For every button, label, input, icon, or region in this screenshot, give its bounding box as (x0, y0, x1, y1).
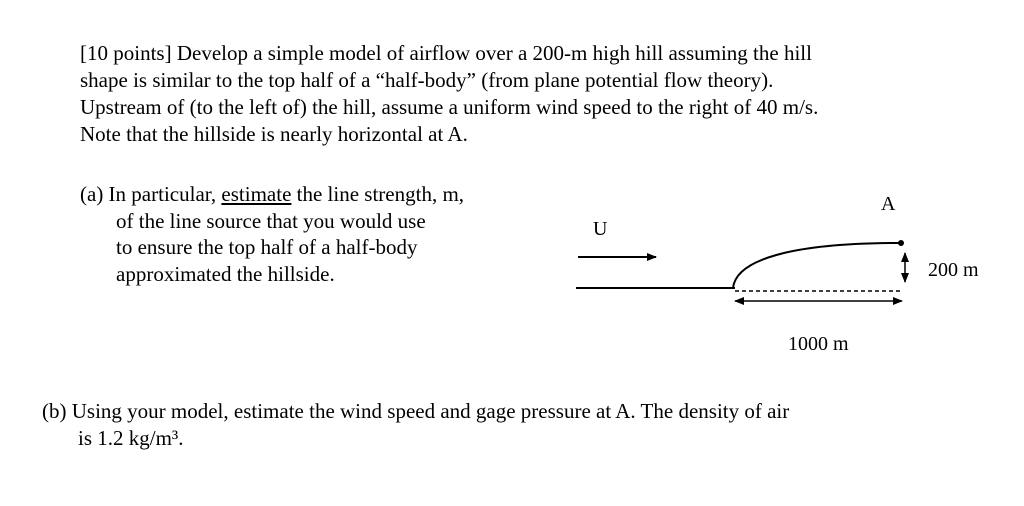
velocity-label: U (593, 218, 608, 240)
intro-line-2: shape is similar to the top half of a “half-body” (from plane potential flow theory). (80, 68, 774, 92)
height-label: 200 m (928, 259, 979, 281)
intro-line-4: Note that the hillside is nearly horizontal at A. (80, 122, 468, 146)
part-a-line-2: of the line source that you would use (116, 208, 426, 233)
part-a-line-3: to ensure the top half of a half-body (116, 235, 418, 259)
part-a-prefix: (a) In particular, (80, 182, 222, 206)
part-a-line-4: approximated the hillside. (116, 261, 335, 286)
part-a-underlined-word: estimate (221, 182, 292, 206)
intro-line-1: [10 points] Develop a simple model of airflow over a 200-m high hill assuming the hill (80, 41, 812, 65)
point-a-marker (898, 240, 904, 246)
part-b-line-2: is 1.2 kg/m³. (78, 426, 184, 450)
point-a-label: A (881, 193, 896, 215)
length-label: 1000 m (788, 333, 849, 355)
hill-profile (733, 243, 900, 288)
part-b-line-1: (b) Using your model, estimate the wind speed and gage pressure at A. The density of air (42, 399, 790, 423)
part-b (42, 398, 789, 452)
part-a-suffix: the line strength, m, (291, 182, 465, 206)
intro-line-3: Upstream of (to the left of) the hill, assume a uniform wind speed to the right of 40 m/s. (80, 95, 819, 119)
